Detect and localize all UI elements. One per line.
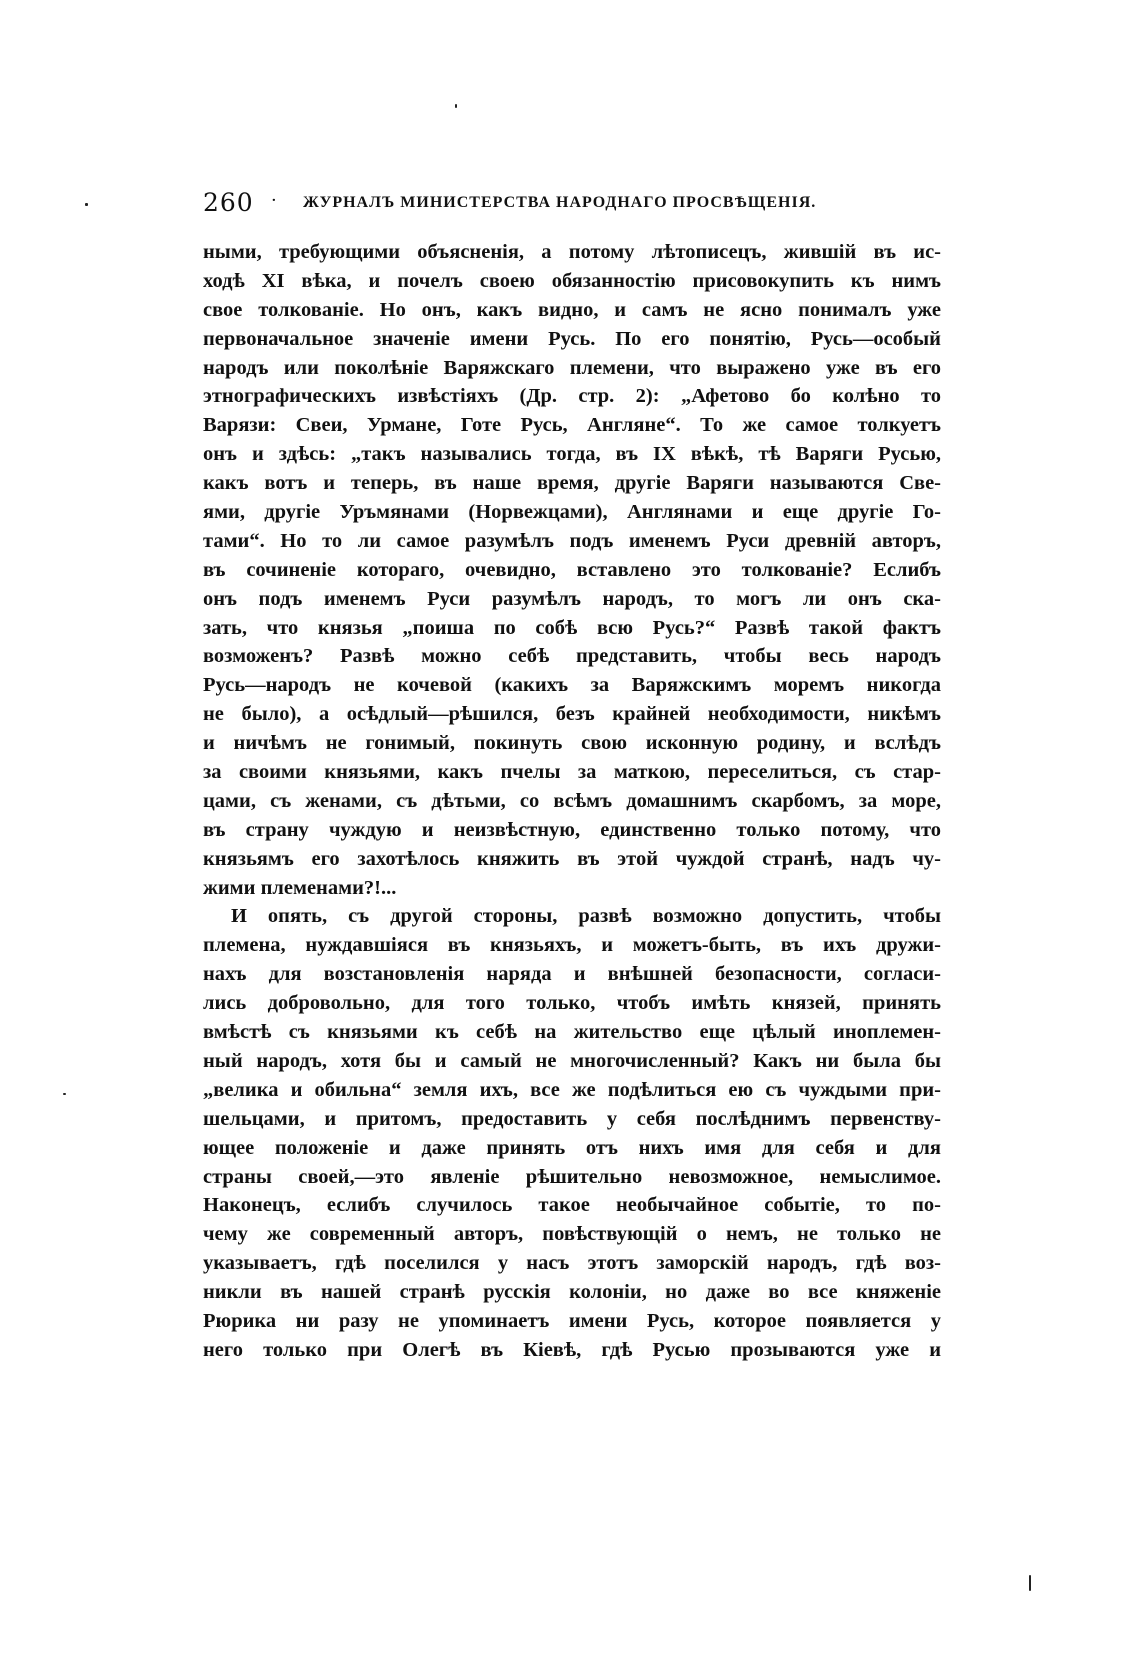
text-line: свое толкованіе. Но онъ, какъ видно, и самъ не ясно понималъ уже [203,298,941,321]
text-line: не было), а осѣдлый—рѣшился, безъ крайней необходимости, никѣмъ [203,703,941,726]
text-line: чему же современный авторъ, повѣствующій о немъ, не только не [203,1223,941,1246]
text-line: первоначальное значеніе имени Русь. По его понятію, Русь—особый [203,327,941,350]
text-line: нахъ для возстановленія наряда и внѣшней безопасности, согласи- [203,963,941,986]
scan-speck [85,203,88,206]
text-line: зать, что князья „поиша по собѣ всю Русь?“ Развѣ такой фактъ [203,616,941,639]
text-line: Рюрика ни разу не упоминаетъ имени Русь, которое появляется у [203,1309,941,1332]
text-line: и ничѣмъ не гонимый, покинуть свою исконную родину, и вслѣдъ [203,732,941,755]
text-line: цами, съ женами, съ дѣтьми, со всѣмъ домашнимъ скарбомъ, за море, [203,789,941,812]
text-line: ный народъ, хотя бы и самый не многочисленный? Какъ ни была бы [203,1049,941,1072]
text-line: „велика и обильна“ земля ихъ, все же подѣлиться ею съ чуждыми при- [203,1078,941,1101]
text-line: него только при Олегѣ въ Кіевѣ, гдѣ Русью прозываются уже и [203,1338,941,1361]
text-line: ными, требующими объясненія, а потому лѣтописецъ, жившій въ ис- [203,241,941,263]
text-line: страны своей,—это явленіе рѣшительно невозможное, немыслимое. [203,1165,941,1188]
header-bullet: · [271,190,277,211]
text-line: въ сочиненіе котораго, очевидно, вставлено это толкованіе? Еслибъ [203,558,941,581]
page-number: 260 [203,188,254,217]
text-line: возможенъ? Развѣ можно себѣ представить, чтобы весь народъ [203,645,941,668]
scan-speck [455,104,457,108]
text-line: въ страну чуждую и неизвѣстную, единственно только потому, что [203,818,941,841]
text-line: ходѣ XI вѣка, и почелъ своею обязанностію присовокупить къ нимъ [203,269,941,292]
paragraph-start-line: И опять, съ другой стороны, развѣ возможно допустить, чтобы [231,905,941,928]
text-line: онъ и здѣсь: „такъ назывались тогда, въ IX вѣкѣ, тѣ Варяги Русью, [203,443,941,466]
body-text [203,238,941,1365]
text-line: Русь—народъ не кочевой (какихъ за Варяжскимъ моремъ никогда [203,674,941,697]
text-line: вмѣстѣ съ князьями къ себѣ на жительство еще цѣлый иноплемен- [203,1021,941,1044]
text-line: онъ подъ именемъ Руси разумѣлъ народъ, то могъ ли онъ ска- [203,587,941,610]
text-line: какъ вотъ и теперь, въ наше время, другіе Варяги называются Све- [203,472,941,495]
text-line: никли въ нашей странѣ русскія колоніи, но даже во все княженіе [203,1281,941,1304]
paragraph-end-line: жими племенами?!... [203,876,397,899]
page-header [203,188,941,220]
text-line: князьямъ его захотѣлось княжить въ этой чуждой странѣ, надъ чу- [203,847,941,870]
scan-speck [63,1093,66,1095]
text-line: лись добровольно, для того только, чтобъ имѣть князей, принять [203,992,941,1015]
text-line: за своими князьями, какъ пчелы за маткою, переселиться, съ стар- [203,761,941,784]
text-line: народъ или поколѣніе Варяжскаго племени, что выражено уже въ его [203,356,941,379]
text-line: указываетъ, гдѣ поселился у насъ этотъ заморскій народъ, гдѣ воз- [203,1252,941,1275]
text-line: племена, нуждавшіяся въ князьяхъ, и можетъ-быть, въ ихъ дружи- [203,934,941,957]
scan-speck [1029,1575,1031,1591]
running-head: ЖУРНАЛЪ МИНИСТЕРСТВА НАРОДНАГО ПРОСВѢЩЕНІЯ. [303,194,817,211]
text-line: Наконецъ, еслибъ случилось такое необычайное событіе, то по- [203,1194,941,1217]
text-line: тами“. Но то ли самое разумѣлъ подъ именемъ Руси древній авторъ, [203,529,941,552]
text-line: шельцами, и притомъ, предоставить у себя послѣднимъ первенству- [203,1107,941,1130]
text-line: этнографическихъ извѣстіяхъ (Др. стр. 2): „Афетово бо колѣно то [203,385,941,408]
text-line: ями, другіе Уръмянами (Норвежцами), Англянами и еще другіе Го- [203,501,941,524]
text-line: Варязи: Свеи, Урмане, Готе Русь, Англяне“. То же самое толкуетъ [203,414,941,437]
text-line: ющее положеніе и даже принять отъ нихъ имя для себя и для [203,1136,941,1159]
